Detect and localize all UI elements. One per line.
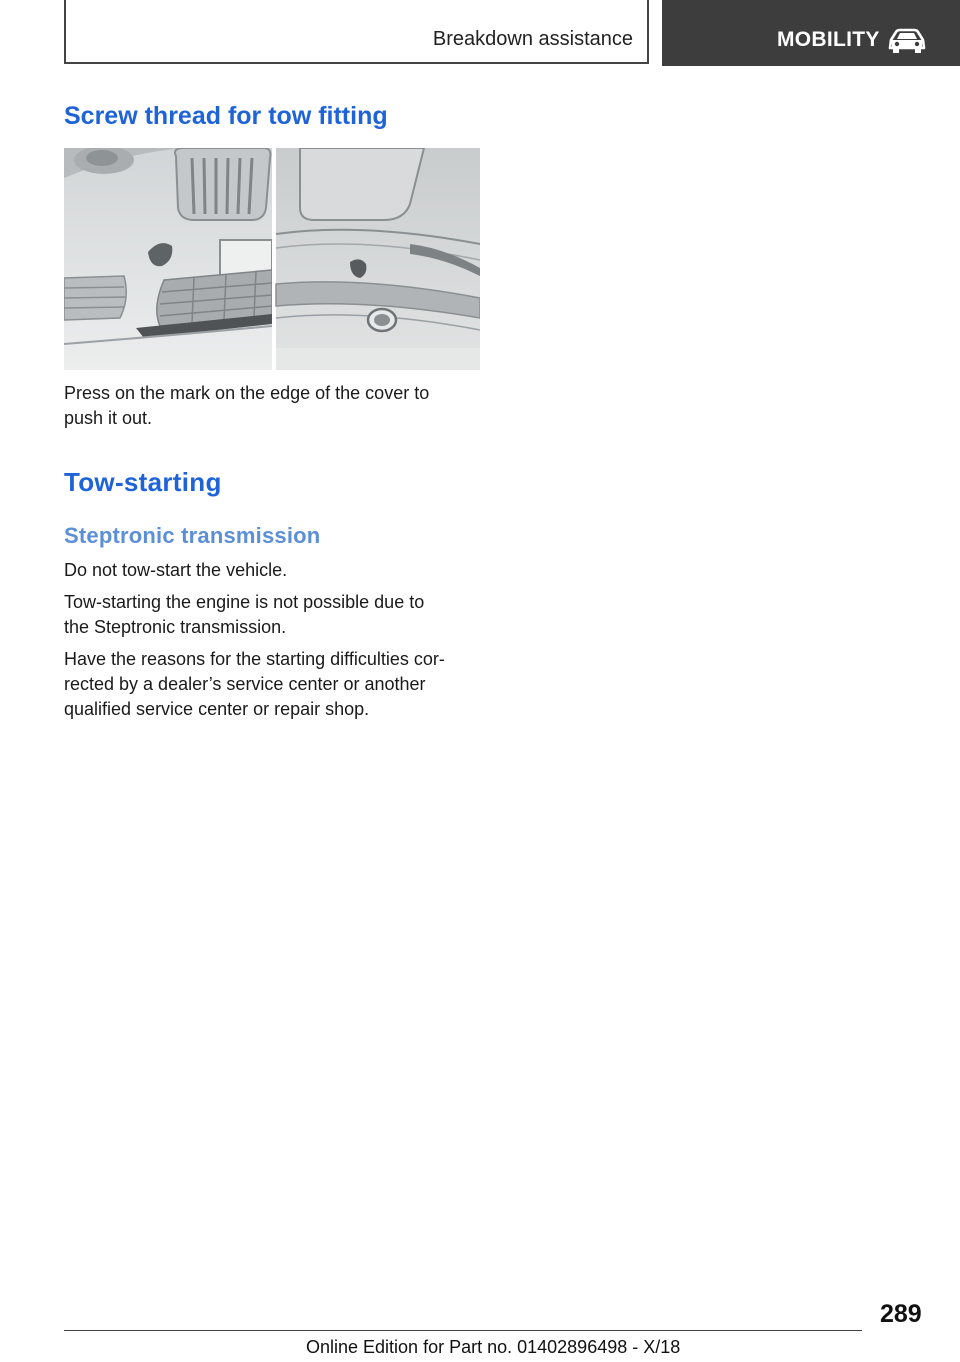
header-chapter-tab (662, 0, 960, 66)
paragraph-line: rected by a dealer’s service center or another (64, 674, 426, 694)
paragraph-1 (64, 558, 484, 583)
tow-fitting-illustration (64, 148, 480, 370)
header-chapter-title: MOBILITY (777, 28, 880, 51)
paragraph-line: Tow-starting the engine is not possible due to (64, 592, 425, 612)
tow-fitting-drawing (64, 148, 480, 370)
paragraph-2 (64, 590, 484, 640)
paragraph-line: Do not tow-start the vehicle. (64, 560, 288, 580)
paragraph-3 (64, 647, 484, 722)
paragraph-line: the Steptronic transmission. (64, 617, 287, 637)
paragraph-line: Have the reasons for the starting difficulties cor- (64, 649, 445, 669)
car-icon (888, 26, 926, 54)
footer-divider (64, 1330, 862, 1331)
page-title: Screw thread for tow fitting (64, 102, 388, 130)
section-heading: Tow-starting (64, 467, 222, 497)
footer-edition: Online Edition for Part no. 01402896498 - X/18 (306, 1337, 681, 1357)
figure-caption (64, 381, 484, 431)
subsection-heading: Steptronic transmission (64, 523, 321, 548)
paragraph-line: qualified service center or repair shop. (64, 699, 370, 719)
figure-caption-line: push it out. (64, 408, 153, 428)
header-section-title: Breakdown assistance (432, 28, 633, 50)
header-section-box (64, 0, 649, 64)
figure-caption-line: Press on the mark on the edge of the cover to (64, 383, 430, 403)
page-number: 289 (880, 1300, 922, 1328)
